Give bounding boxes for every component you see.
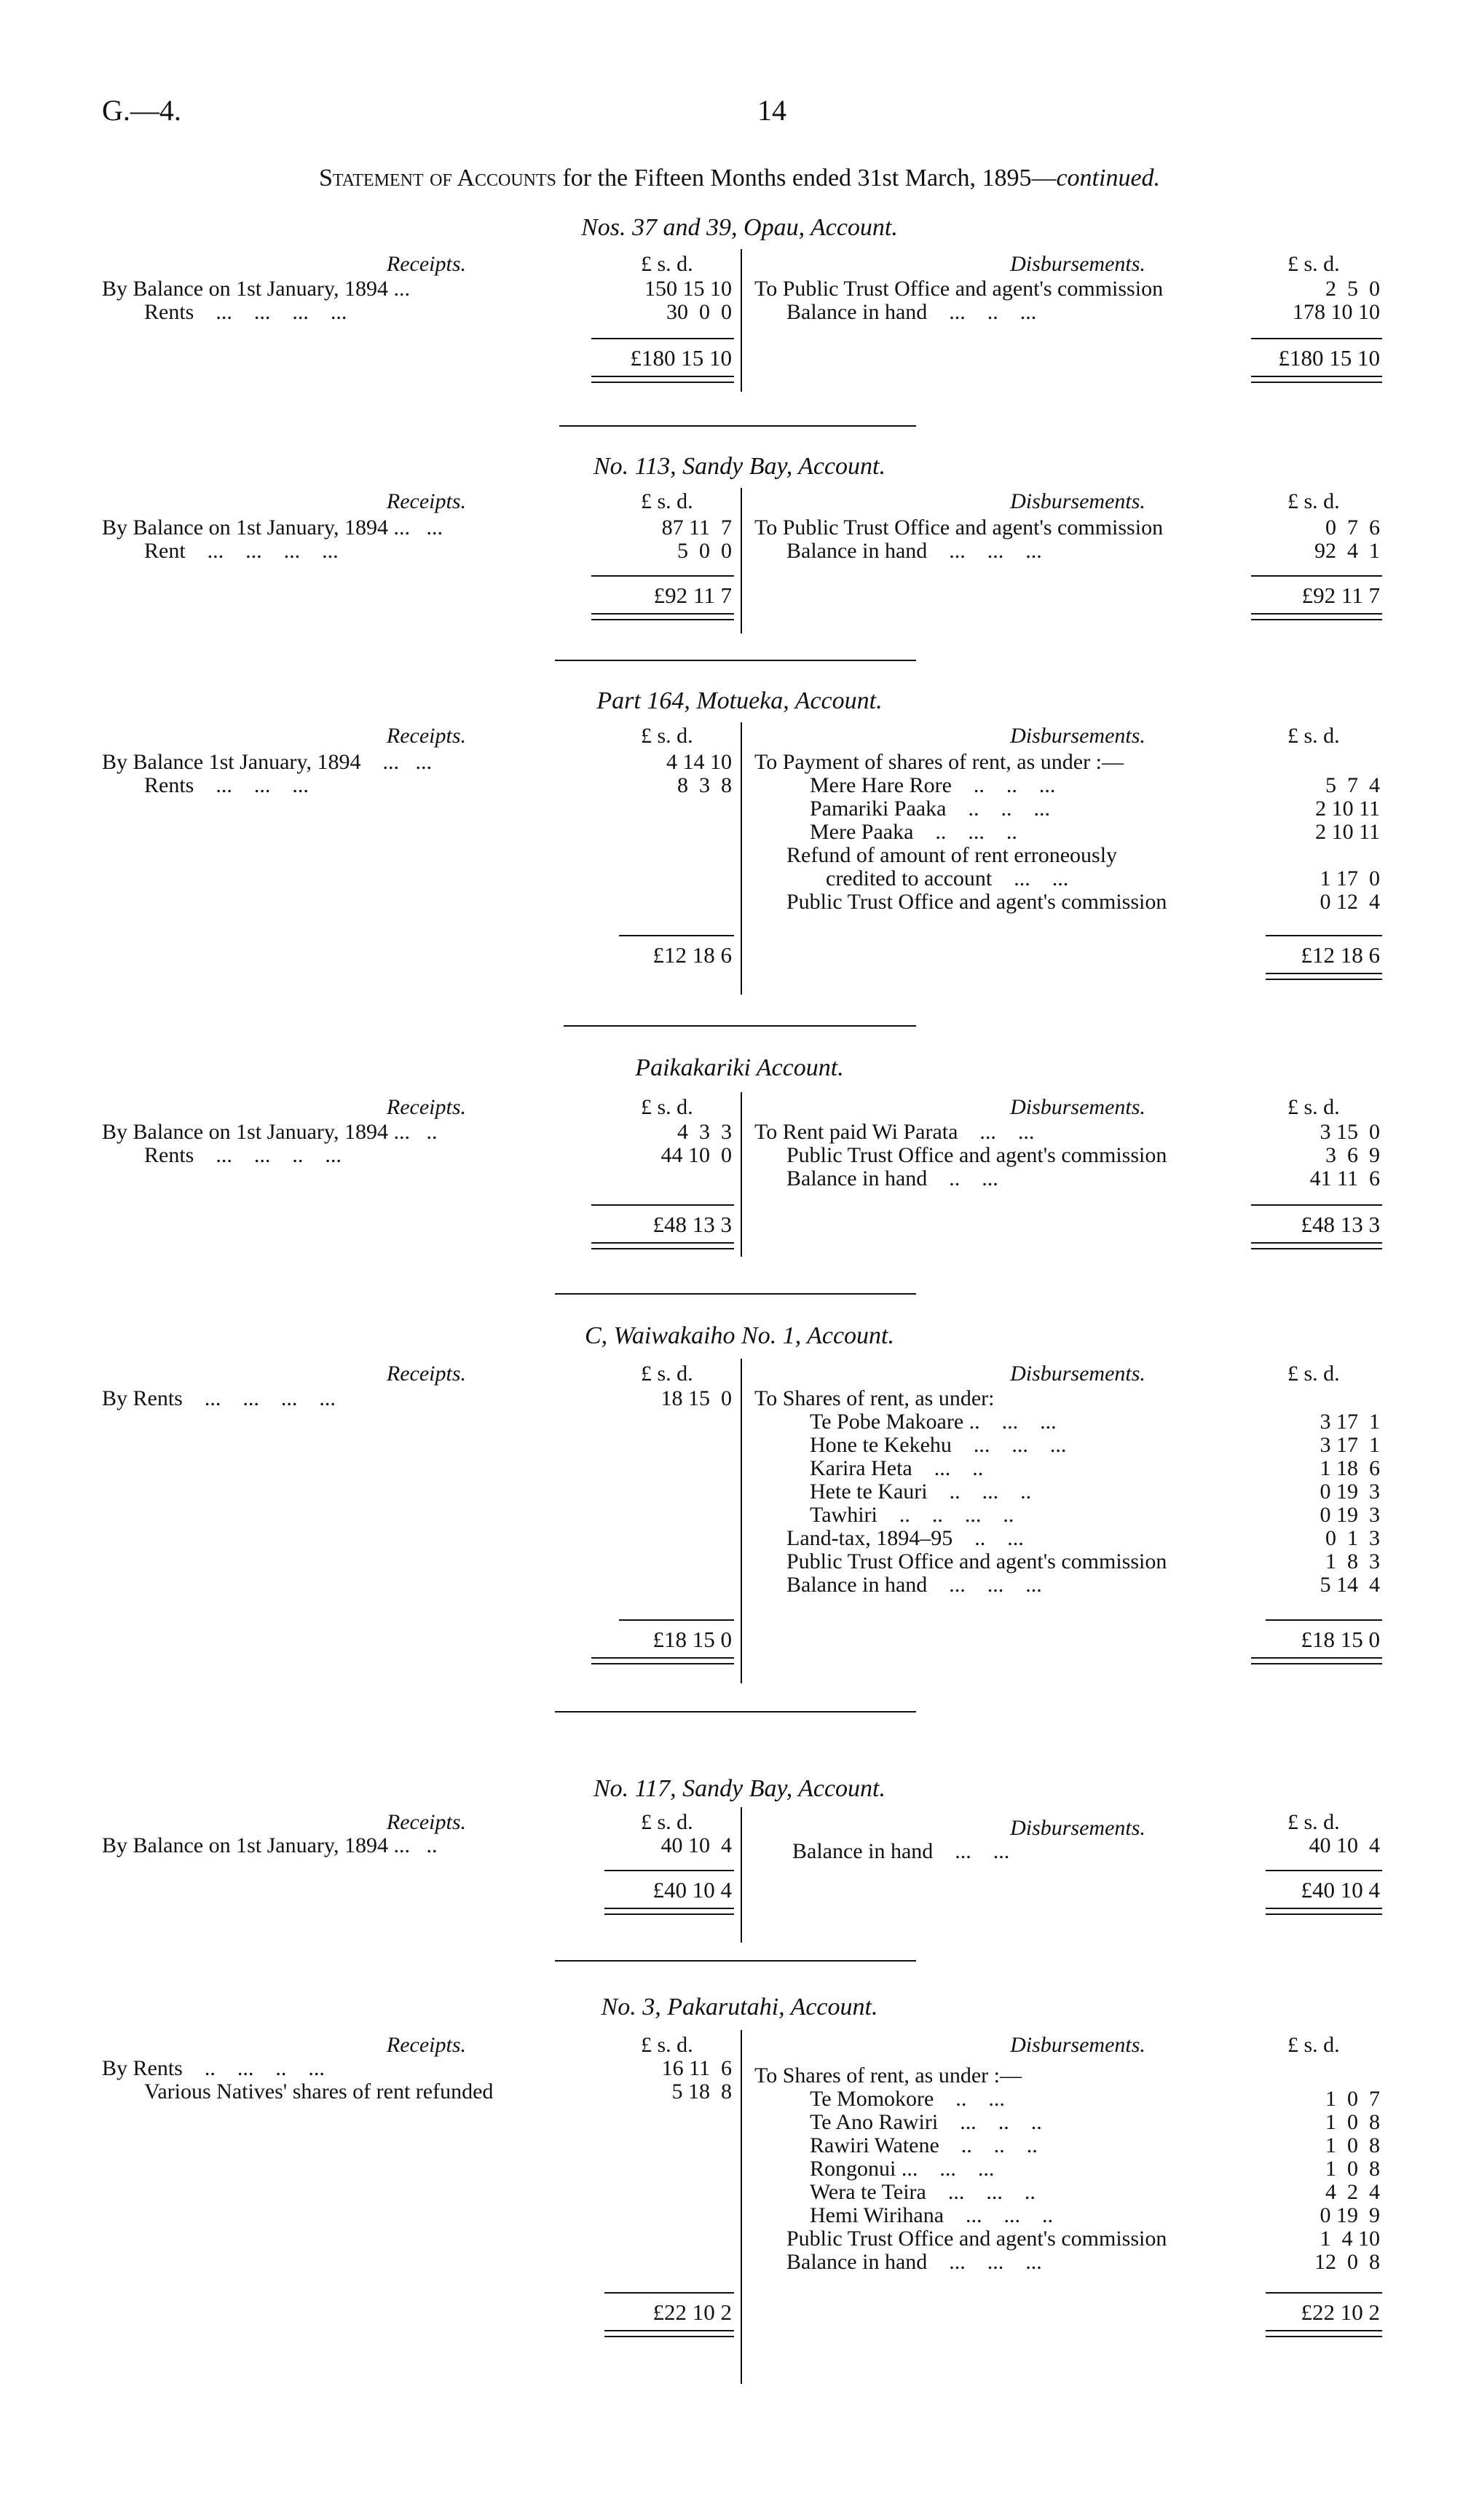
receipt-amount: 87 11 7: [661, 516, 732, 540]
column-divider: [741, 488, 742, 633]
disbursement-line: Balance in hand .. ...: [786, 1166, 998, 1190]
account-waiwakaiho: [0, 1322, 1479, 1694]
receipts-money-header: £ s. d.: [641, 724, 693, 748]
receipts-subtotal-rule: [604, 1870, 734, 1871]
receipts-total: £48 13 3: [652, 1212, 732, 1237]
disbursement-amount: 1 0 7: [1325, 2087, 1380, 2111]
receipts-total-rule: [604, 2330, 734, 2337]
receipts-total-rule: [604, 1908, 734, 1915]
disbursements-header: Disbursements.: [1010, 2033, 1145, 2057]
disbursements-total: £40 10 4: [1301, 1877, 1380, 1903]
receipts-total-rule: [591, 1242, 734, 1249]
receipts-total: £22 10 2: [652, 2299, 732, 2325]
receipts-total: £12 18 6: [652, 942, 732, 968]
document-code: G.—4.: [102, 94, 181, 127]
section-separator: [555, 1293, 916, 1295]
receipt-line: By Rents ... ... ... ...: [102, 1386, 336, 1410]
disbursement-line: Balance in hand ... .. ...: [786, 300, 1037, 324]
disbursements-money-header: £ s. d.: [1287, 252, 1340, 276]
disbursements-total-rule: [1266, 973, 1382, 980]
disbursement-line: Hete te Kauri .. ... ..: [810, 1480, 1032, 1504]
disbursement-line: Mere Paaka .. ... ..: [810, 820, 1017, 844]
receipts-subtotal-rule: [619, 935, 734, 936]
column-divider: [741, 2030, 742, 2384]
column-divider: [741, 249, 742, 392]
receipts-money-header: £ s. d.: [641, 2033, 693, 2057]
section-separator: [555, 1960, 916, 1962]
disbursement-amount: 5 7 4: [1325, 773, 1380, 797]
disbursement-line: Public Trust Office and agent's commission: [786, 2227, 1167, 2251]
disbursement-line: To Public Trust Office and agent's commission: [754, 516, 1164, 540]
receipt-line: By Balance on 1st January, 1894 ... ...: [102, 516, 443, 540]
disbursements-total-rule: [1251, 613, 1382, 620]
disbursement-amount: 0 1 3: [1325, 1526, 1380, 1550]
disbursement-line: Land-tax, 1894–95 .. ...: [786, 1526, 1024, 1550]
disbursement-amount: 4 2 4: [1325, 2180, 1380, 2204]
disbursement-amount: 1 0 8: [1325, 2157, 1380, 2181]
disbursements-money-header: £ s. d.: [1287, 1810, 1340, 1834]
disbursements-money-header: £ s. d.: [1287, 1095, 1340, 1119]
receipt-line: Rent ... ... ... ...: [144, 539, 339, 563]
disbursements-total: £180 15 10: [1278, 345, 1380, 371]
account-pakarutahi: [0, 1994, 1479, 2372]
disbursement-line: Refund of amount of rent erroneously: [786, 843, 1118, 867]
receipt-amount: 5 0 0: [677, 539, 732, 563]
disbursements-header: Disbursements.: [1010, 1816, 1145, 1840]
disbursements-subtotal-rule: [1266, 1870, 1382, 1871]
disbursement-amount: 2 10 11: [1315, 797, 1380, 821]
disbursements-subtotal-rule: [1266, 1619, 1382, 1621]
disbursement-amount: 3 17 1: [1320, 1433, 1380, 1457]
receipts-total-rule: [591, 1657, 734, 1664]
receipts-header: Receipts.: [386, 1810, 466, 1834]
receipts-money-header: £ s. d.: [641, 1362, 693, 1386]
disbursement-line: Rawiri Watene .. .. ..: [810, 2133, 1038, 2157]
disbursement-line: Public Trust Office and agent's commission: [786, 890, 1167, 914]
account-164-motueka: [0, 687, 1479, 1008]
disbursement-amount: 0 19 3: [1320, 1503, 1380, 1527]
disbursement-line: Mere Hare Rore .. .. ...: [810, 773, 1056, 797]
page-number: 14: [757, 94, 786, 127]
disbursement-line: Te Momokore .. ...: [810, 2087, 1005, 2111]
disbursement-amount: 0 12 4: [1320, 890, 1380, 914]
disbursements-subtotal-rule: [1251, 338, 1382, 339]
receipt-line: Rents ... ... ...: [144, 773, 309, 797]
statement-title-text: for the Fifteen Months ended 31st March, 1895—: [556, 165, 1057, 191]
disbursements-total: £48 13 3: [1301, 1212, 1380, 1237]
section-separator: [559, 425, 916, 427]
receipt-line: By Rents .. ... .. ...: [102, 2056, 325, 2080]
disbursements-subtotal-rule: [1251, 575, 1382, 577]
disbursements-header: Disbursements.: [1010, 489, 1145, 513]
receipts-money-header: £ s. d.: [641, 252, 693, 276]
disbursement-amount: 0 19 3: [1320, 1480, 1380, 1504]
disbursement-amount: 5 14 4: [1320, 1573, 1380, 1597]
disbursement-line: Te Ano Rawiri ... .. ..: [810, 2110, 1042, 2134]
receipts-money-header: £ s. d.: [641, 489, 693, 513]
disbursement-line: To Shares of rent, as under:: [754, 1386, 995, 1410]
receipts-header: Receipts.: [386, 489, 466, 513]
disbursement-line: To Shares of rent, as under :—: [754, 2063, 1022, 2088]
disbursement-line: Te Pobe Makoare .. ... ...: [810, 1410, 1057, 1434]
disbursement-amount: 1 17 0: [1320, 866, 1380, 890]
disbursements-header: Disbursements.: [1010, 252, 1145, 276]
receipts-money-header: £ s. d.: [641, 1810, 693, 1834]
disbursements-total-rule: [1251, 1242, 1382, 1249]
disbursements-total: £18 15 0: [1301, 1627, 1380, 1652]
account-title: C, Waiwakaiho No. 1, Account.: [585, 1322, 894, 1349]
receipts-header: Receipts.: [386, 252, 466, 276]
account-title: No. 113, Sandy Bay, Account.: [593, 453, 886, 480]
receipt-line: Various Natives' shares of rent refunded: [144, 2079, 494, 2104]
account-title: No. 3, Pakarutahi, Account.: [601, 1994, 878, 2021]
statement-title-continued: continued.: [1056, 165, 1161, 191]
receipt-amount: 16 11 6: [661, 2056, 732, 2080]
disbursement-line: Hemi Wirihana ... ... ..: [810, 2203, 1054, 2227]
disbursement-line: Karira Heta ... ..: [810, 1456, 984, 1480]
disbursements-header: Disbursements.: [1010, 1362, 1145, 1386]
disbursement-line: Public Trust Office and agent's commission: [786, 1549, 1167, 1573]
disbursements-money-header: £ s. d.: [1287, 489, 1340, 513]
section-separator: [555, 660, 916, 661]
receipts-total: £40 10 4: [652, 1877, 732, 1903]
column-divider: [741, 1807, 742, 1943]
receipt-line: By Balance on 1st January, 1894 ... ..: [102, 1120, 438, 1144]
disbursement-line: Wera te Teira ... ... ..: [810, 2180, 1036, 2204]
disbursement-line: To Payment of shares of rent, as under :—: [754, 750, 1124, 774]
disbursement-line: Rongonui ... ... ...: [810, 2157, 995, 2181]
disbursements-money-header: £ s. d.: [1287, 2033, 1340, 2057]
receipts-subtotal-rule: [604, 2292, 734, 2294]
disbursement-line: credited to account ... ...: [826, 866, 1069, 890]
disbursement-line: Tawhiri .. .. ... ..: [810, 1503, 1014, 1527]
disbursement-line: Balance in hand ... ...: [792, 1839, 1010, 1863]
receipts-subtotal-rule: [619, 1619, 734, 1621]
receipts-header: Receipts.: [386, 1095, 466, 1119]
disbursements-total: £92 11 7: [1301, 582, 1380, 608]
disbursement-line: Balance in hand ... ... ...: [786, 2250, 1042, 2274]
receipt-line: Rents ... ... ... ...: [144, 300, 347, 324]
receipt-amount: 4 3 3: [677, 1120, 732, 1144]
column-divider: [741, 722, 742, 995]
disbursements-total-rule: [1251, 1657, 1382, 1664]
receipts-money-header: £ s. d.: [641, 1095, 693, 1119]
receipt-amount: 30 0 0: [666, 300, 732, 324]
disbursement-line: Hone te Kekehu ... ... ...: [810, 1433, 1067, 1457]
account-title: Paikakariki Account.: [635, 1054, 844, 1081]
receipt-line: By Balance on 1st January, 1894 ... ..: [102, 1833, 438, 1857]
disbursement-line: Public Trust Office and agent's commission: [786, 1143, 1167, 1167]
account-title: Nos. 37 and 39, Opau, Account.: [581, 214, 898, 241]
statement-title: [0, 165, 1479, 192]
disbursements-subtotal-rule: [1251, 1204, 1382, 1206]
receipt-line: Rents ... ... .. ...: [144, 1143, 342, 1167]
section-separator: [564, 1025, 916, 1027]
receipt-amount: 8 3 8: [677, 773, 732, 797]
disbursement-line: Pamariki Paaka .. .. ...: [810, 797, 1050, 821]
column-divider: [741, 1092, 742, 1257]
disbursement-amount: 3 6 9: [1325, 1143, 1380, 1167]
receipt-amount: 150 15 10: [644, 277, 732, 301]
receipts-header: Receipts.: [386, 2033, 466, 2057]
account-117-sandy-bay: [0, 1775, 1479, 1950]
disbursement-line: Balance in hand ... ... ...: [786, 539, 1042, 563]
receipts-total-rule: [591, 613, 734, 620]
section-separator: [555, 1711, 916, 1713]
receipt-amount: 5 18 8: [671, 2079, 732, 2104]
account-title: No. 117, Sandy Bay, Account.: [593, 1775, 886, 1802]
receipt-line: By Balance on 1st January, 1894 ...: [102, 277, 410, 301]
receipt-amount: 40 10 4: [660, 1833, 732, 1857]
disbursement-line: Balance in hand ... ... ...: [786, 1573, 1042, 1597]
disbursements-subtotal-rule: [1266, 935, 1382, 936]
receipt-amount: 4 14 10: [666, 750, 732, 774]
receipts-total: £180 15 10: [630, 345, 732, 371]
disbursements-total-rule: [1266, 2330, 1382, 2337]
disbursement-line: To Public Trust Office and agent's commission: [754, 277, 1164, 301]
receipts-total-rule: [591, 376, 734, 383]
receipts-total: £18 15 0: [652, 1627, 732, 1652]
disbursement-amount: 1 18 6: [1320, 1456, 1380, 1480]
receipts-total: £92 11 7: [653, 582, 732, 608]
disbursements-total: £22 10 2: [1301, 2299, 1380, 2325]
account-title: Part 164, Motueka, Account.: [596, 687, 883, 714]
disbursements-header: Disbursements.: [1010, 724, 1145, 748]
disbursement-amount: 40 10 4: [1309, 1833, 1380, 1857]
statement-title-caps: Statement of Accounts: [318, 165, 556, 191]
disbursement-amount: 41 11 6: [1309, 1166, 1380, 1190]
disbursement-amount: 2 5 0: [1325, 277, 1380, 301]
receipt-amount: 44 10 0: [660, 1143, 732, 1167]
disbursements-total-rule: [1251, 376, 1382, 383]
disbursement-amount: 92 4 1: [1314, 539, 1380, 563]
account-113-sandy-bay: [0, 453, 1479, 642]
disbursements-money-header: £ s. d.: [1287, 724, 1340, 748]
disbursement-amount: 0 19 9: [1320, 2203, 1380, 2227]
disbursement-line: To Rent paid Wi Parata ... ...: [754, 1120, 1035, 1144]
receipt-amount: 18 15 0: [660, 1386, 732, 1410]
disbursements-header: Disbursements.: [1010, 1095, 1145, 1119]
disbursements-money-header: £ s. d.: [1287, 1362, 1340, 1386]
receipts-subtotal-rule: [591, 338, 734, 339]
receipts-header: Receipts.: [386, 724, 466, 748]
column-divider: [741, 1359, 742, 1683]
receipts-subtotal-rule: [591, 1204, 734, 1206]
disbursement-amount: 12 0 8: [1314, 2250, 1380, 2274]
disbursements-total: £12 18 6: [1301, 942, 1380, 968]
disbursement-amount: 178 10 10: [1293, 300, 1380, 324]
disbursement-amount: 1 0 8: [1325, 2110, 1380, 2134]
disbursement-amount: 0 7 6: [1325, 516, 1380, 540]
disbursement-amount: 1 4 10: [1320, 2227, 1380, 2251]
disbursements-subtotal-rule: [1266, 2292, 1382, 2294]
receipts-subtotal-rule: [591, 575, 734, 577]
disbursement-amount: 2 10 11: [1315, 820, 1380, 844]
disbursement-amount: 3 15 0: [1320, 1120, 1380, 1144]
receipts-header: Receipts.: [386, 1362, 466, 1386]
account-paikakariki: [0, 1054, 1479, 1265]
receipt-line: By Balance 1st January, 1894 ... ...: [102, 750, 432, 774]
disbursements-total-rule: [1266, 1908, 1382, 1915]
page-header: [0, 93, 1479, 137]
disbursement-amount: 3 17 1: [1320, 1410, 1380, 1434]
disbursement-amount: 1 0 8: [1325, 2133, 1380, 2157]
disbursement-amount: 1 8 3: [1325, 1549, 1380, 1573]
account-opau: [0, 211, 1479, 400]
